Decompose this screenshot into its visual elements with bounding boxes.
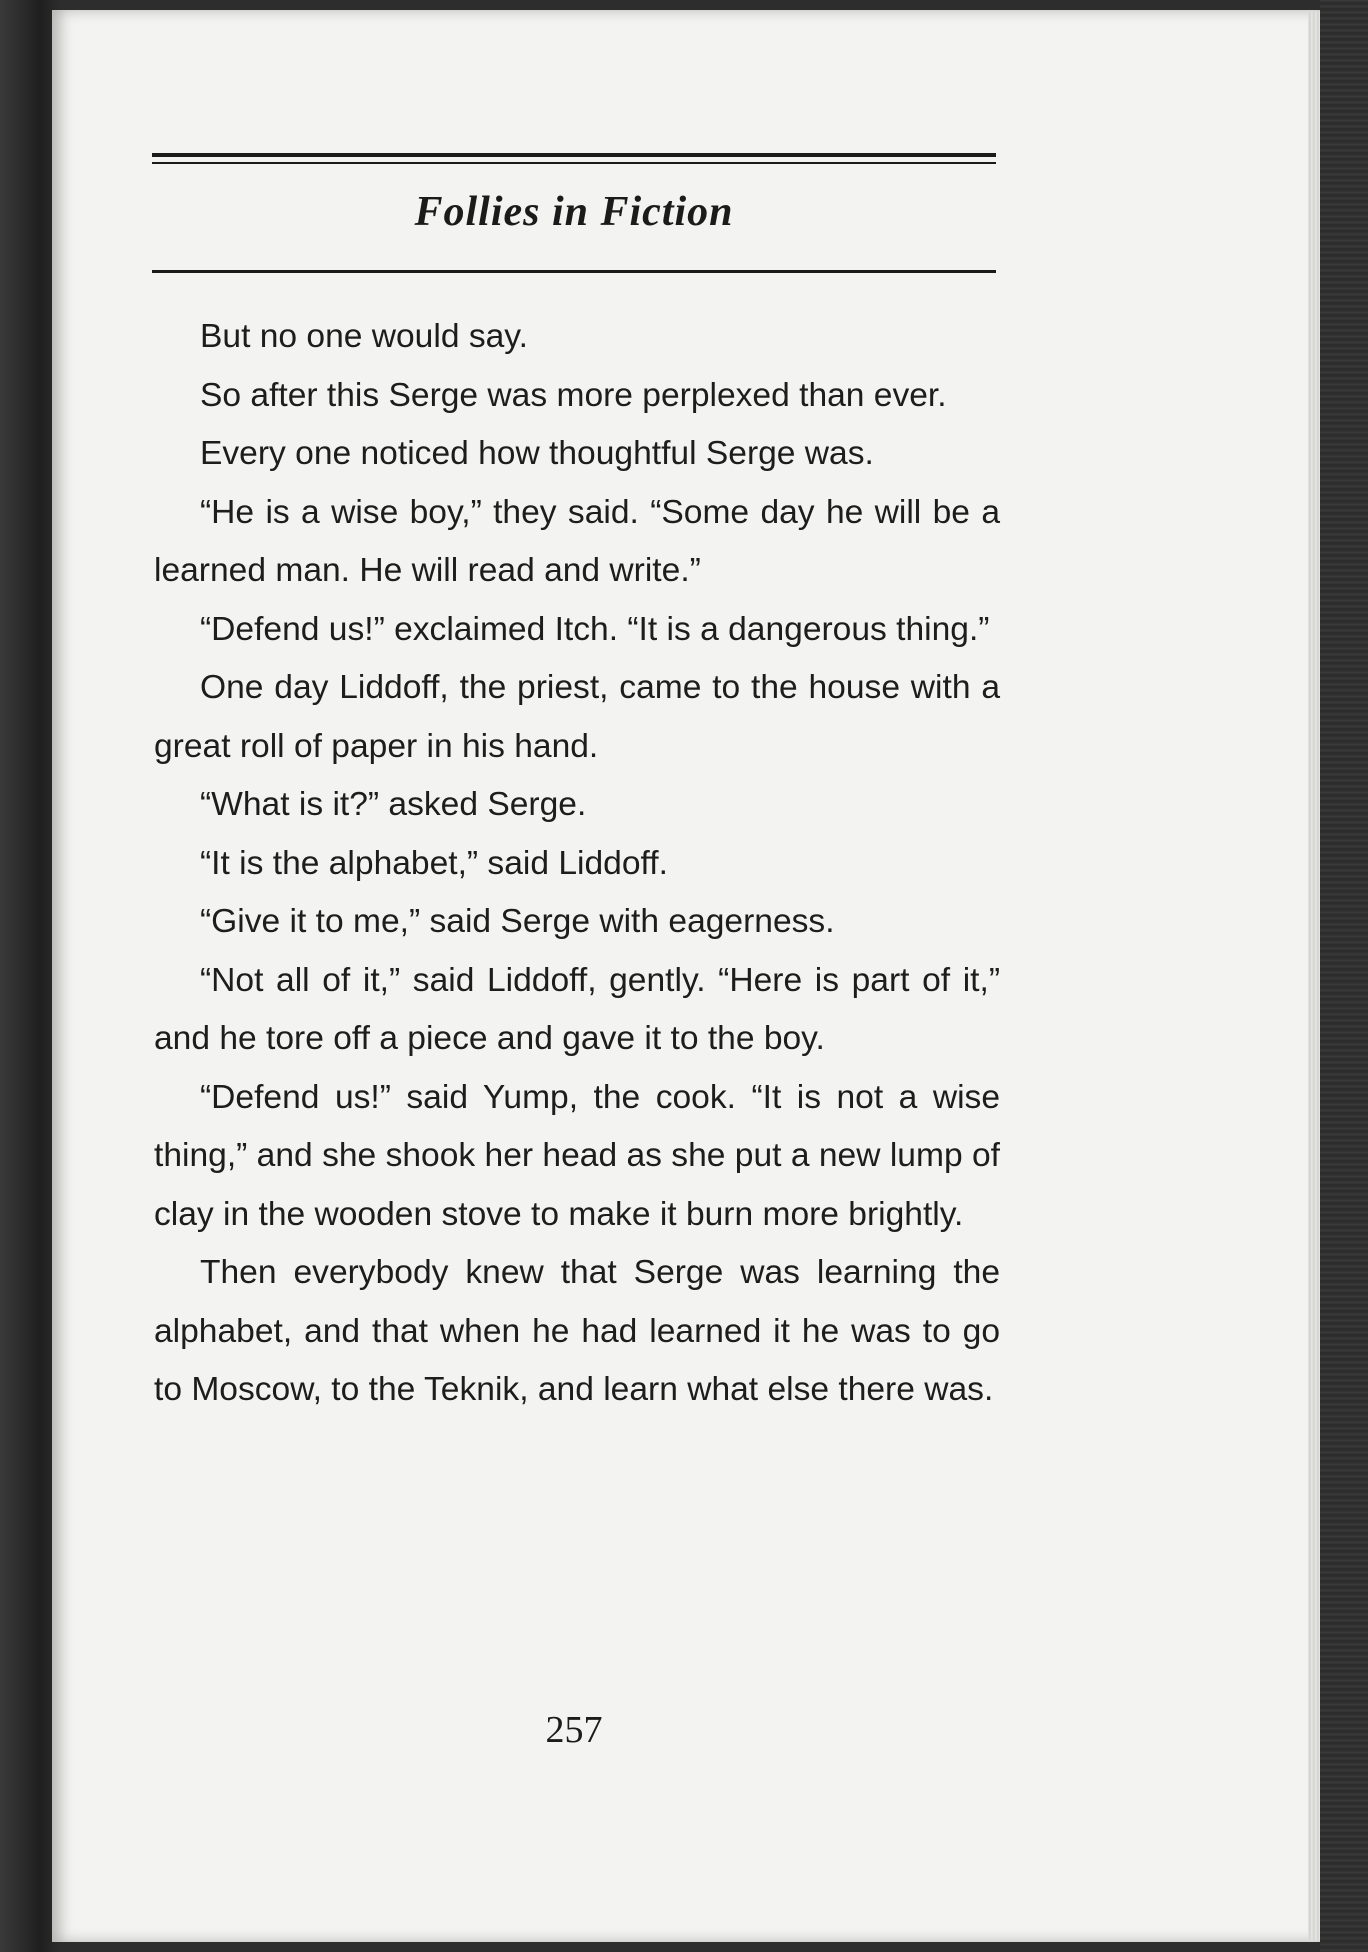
- paragraph: “It is the alphabet,” said Liddoff.: [200, 844, 668, 882]
- paragraph: Every one noticed how thoughtful Serge was.: [200, 435, 874, 472]
- paragraph: “Not all of it,” said Liddoff, gently. “Here is part of it,” and he tore off a piece and gave it to the boy.: [154, 961, 1000, 1057]
- header-double-rule: [152, 153, 996, 164]
- paragraph: So after this Serge was more perplexed than ever.: [200, 376, 947, 414]
- paragraph: “Give it to me,” said Serge with eagerness.: [200, 903, 835, 940]
- body-text: [154, 308, 1000, 1420]
- paragraph: “He is a wise boy,” they said. “Some day he will be a learned man. He will read and write.”: [154, 493, 1000, 589]
- paragraph: Then everybody knew that Serge was learning the alphabet, and that when he had learned it he was to go to Moscow, to the Teknik, and learn what else there was.: [154, 1254, 1000, 1408]
- header-rule-thin: [152, 162, 996, 164]
- book-cover-edge: [1320, 0, 1368, 1952]
- paragraph: But no one would say.: [200, 318, 528, 355]
- header-bottom-rule: [152, 270, 996, 273]
- header-rule-thick: [152, 153, 996, 157]
- page-stack-edge: [1308, 12, 1320, 1940]
- paragraph: One day Liddoff, the priest, came to the house with a great roll of paper in his hand.: [154, 669, 1000, 765]
- running-head: Follies in Fiction: [414, 189, 734, 235]
- paragraph: “Defend us!” said Yump, the cook. “It is not a wise thing,” and she shook her head as she put a new lump of clay in the wooden stove to make it burn more brightly.: [154, 1078, 1000, 1233]
- paragraph: “What is it?” asked Serge.: [200, 786, 587, 823]
- page-number: 257: [545, 1709, 603, 1751]
- paragraph: “Defend us!” exclaimed Itch. “It is a dangerous thing.”: [200, 610, 990, 648]
